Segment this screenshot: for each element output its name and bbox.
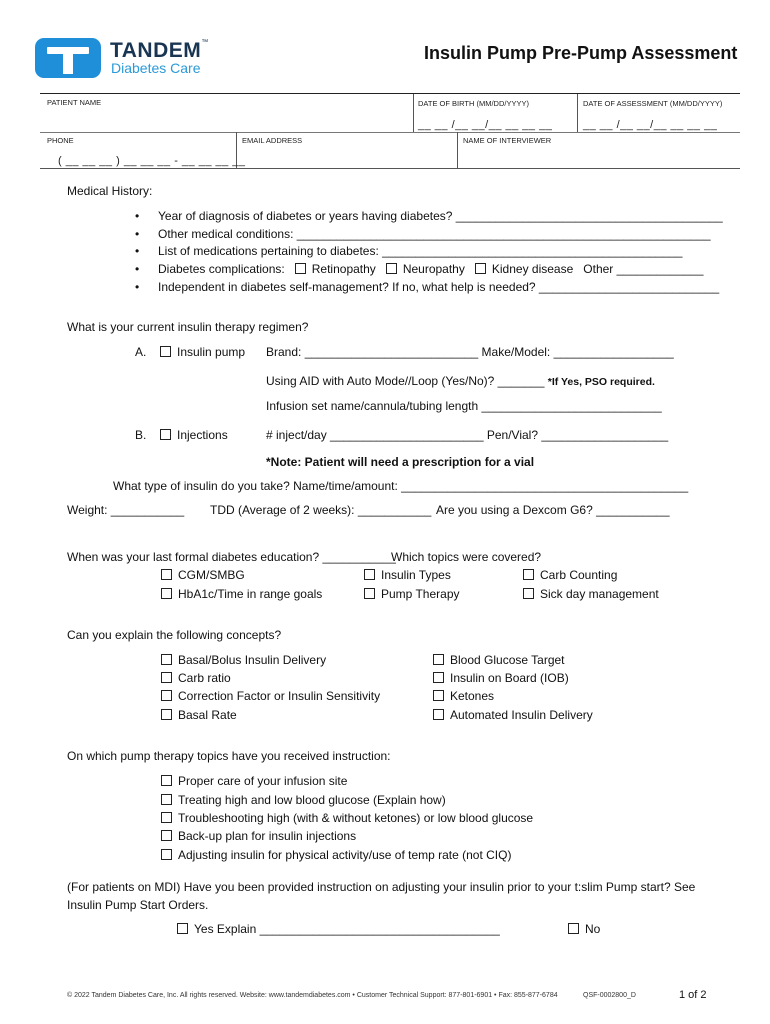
concept-item[interactable]: Insulin on Board (IOB) (433, 671, 569, 685)
phone-label: PHONE (47, 136, 74, 145)
checkbox[interactable] (433, 709, 444, 720)
medical-history-heading: Medical History: (67, 184, 153, 198)
email-label: EMAIL ADDRESS (242, 136, 303, 145)
checkbox[interactable] (161, 849, 172, 860)
bullet: • (135, 209, 140, 223)
education-question[interactable]: When was your last formal diabetes education? ___________ (67, 550, 396, 564)
topic-item[interactable]: Treating high and low blood glucose (Explain how) (161, 793, 446, 807)
dob-label: DATE OF BIRTH (MM/DD/YYYY) (418, 99, 529, 108)
concept-item[interactable]: Correction Factor or Insulin Sensitivity (161, 689, 380, 703)
checkbox[interactable] (161, 672, 172, 683)
pump-topics-heading: On which pump therapy topics have you received instruction: (67, 749, 391, 763)
mh-complications: Diabetes complications: Retinopathy Neuropathy Kidney disease Other _____________ (158, 262, 704, 276)
checkbox[interactable] (161, 654, 172, 665)
dexcom-field[interactable]: Are you using a Dexcom G6? ___________ (436, 503, 670, 517)
retinopathy-checkbox[interactable] (295, 263, 306, 274)
phone-field[interactable]: ( __ __ __ ) __ __ __ - __ __ __ __ (58, 155, 246, 167)
checkbox[interactable] (161, 569, 172, 580)
concept-item[interactable]: Basal/Bolus Insulin Delivery (161, 653, 326, 667)
infusion-set-field[interactable]: Infusion set name/cannula/tubing length ___________________________ (266, 399, 662, 413)
footer-form-code: QSF-0002800_D (583, 992, 636, 999)
insulin-pump-checkbox[interactable] (160, 346, 171, 357)
insulin-types-option[interactable]: Insulin Types (364, 568, 451, 582)
mh-self-management[interactable]: Independent in diabetes self-management? If no, what help is needed? ___________________________ (158, 280, 720, 294)
pump-therapy-option[interactable]: Pump Therapy (364, 587, 460, 601)
pump-brand-field[interactable]: Brand: __________________________ Make/Model: __________________ (266, 345, 674, 359)
checkbox[interactable] (364, 569, 375, 580)
concept-item[interactable]: Ketones (433, 689, 494, 703)
checkbox[interactable] (161, 794, 172, 805)
insulin-type-field[interactable]: What type of insulin do you take? Name/time/amount: ___________________________________________ (113, 479, 689, 493)
cgm-option[interactable]: CGM/SMBG (161, 568, 245, 582)
row-rule (40, 132, 740, 133)
concepts-heading: Can you explain the following concepts? (67, 628, 282, 642)
divider (457, 132, 458, 168)
bullet: • (135, 280, 140, 294)
divider (413, 94, 414, 132)
doa-label: DATE OF ASSESSMENT (MM/DD/YYYY) (583, 99, 723, 108)
checkbox[interactable] (433, 654, 444, 665)
yes-checkbox[interactable] (177, 923, 188, 934)
checkbox[interactable] (523, 588, 534, 599)
topic-item[interactable]: Proper care of your infusion site (161, 774, 347, 788)
patient-name-label: PATIENT NAME (47, 98, 102, 107)
checkbox[interactable] (433, 672, 444, 683)
divider (577, 94, 578, 132)
dob-field[interactable]: __ __ /__ __/__ __ __ __ (418, 119, 553, 131)
mdi-yes-option[interactable]: Yes Explain ____________________________________ (177, 922, 500, 936)
insulin-pump-option[interactable]: Insulin pump (160, 345, 245, 359)
checkbox[interactable] (161, 690, 172, 701)
mh-medications[interactable]: List of medications pertaining to diabetes: _____________________________________________ (158, 244, 683, 258)
concept-item[interactable]: Basal Rate (161, 708, 237, 722)
bullet: • (135, 244, 140, 258)
checkbox[interactable] (523, 569, 534, 580)
vial-note: *Note: Patient will need a prescription for a vial (266, 455, 535, 469)
sick-day-option[interactable]: Sick day management (523, 587, 659, 601)
checkbox[interactable] (161, 588, 172, 599)
table-top-rule (40, 93, 740, 94)
regimen-a-letter: A. (135, 345, 147, 359)
injections-field[interactable]: # inject/day _______________________ Pen/Vial? ___________________ (266, 428, 669, 442)
footer-copyright: © 2022 Tandem Diabetes Care, Inc. All rights reserved. Website: www.tandemdiabetes.com • Customer Technical Support: 877-801-6901 • Fax: 855-877-6784 (67, 992, 558, 999)
checkbox[interactable] (433, 690, 444, 701)
mh-diagnosis-year[interactable]: Year of diagnosis of diabetes or years having diabetes? ________________________________________ (158, 209, 723, 223)
concept-item[interactable]: Automated Insulin Delivery (433, 708, 593, 722)
mdi-question: (For patients on MDI) Have you been provided instruction on adjusting your insulin prior to your t:slim Pump start? See (67, 880, 696, 894)
checkbox[interactable] (161, 775, 172, 786)
weight-field[interactable]: Weight: ___________ (67, 503, 185, 517)
checkbox[interactable] (364, 588, 375, 599)
doa-field[interactable]: __ __ /__ __/__ __ __ __ (583, 119, 718, 131)
concept-item[interactable]: Carb ratio (161, 671, 231, 685)
brand-name: TANDEM™ (110, 39, 209, 62)
mh-other-conditions[interactable]: Other medical conditions: ______________________________________________________________ (158, 227, 711, 241)
mdi-no-option[interactable]: No (568, 922, 600, 936)
injections-checkbox[interactable] (160, 429, 171, 440)
topic-item[interactable]: Troubleshooting high (with & without ketones) or low blood glucose (161, 811, 533, 825)
checkbox[interactable] (161, 709, 172, 720)
page-number: 1 of 2 (679, 989, 707, 1001)
bullet: • (135, 227, 140, 241)
hba1c-option[interactable]: HbA1c/Time in range goals (161, 587, 322, 601)
interviewer-label: NAME OF INTERVIEWER (463, 136, 552, 145)
regimen-b-letter: B. (135, 428, 147, 442)
kidney-disease-checkbox[interactable] (475, 263, 486, 274)
injections-option[interactable]: Injections (160, 428, 228, 442)
checkbox[interactable] (161, 812, 172, 823)
carb-counting-option[interactable]: Carb Counting (523, 568, 617, 582)
topics-question: Which topics were covered? (391, 550, 542, 564)
topic-item[interactable]: Adjusting insulin for physical activity/use of temp rate (not CIQ) (161, 848, 511, 862)
topic-item[interactable]: Back-up plan for insulin injections (161, 829, 356, 843)
checkbox[interactable] (161, 830, 172, 841)
regimen-heading: What is your current insulin therapy regimen? (67, 320, 309, 334)
neuropathy-checkbox[interactable] (386, 263, 397, 274)
tdd-field[interactable]: TDD (Average of 2 weeks): ___________ (210, 503, 432, 517)
page-title: Insulin Pump Pre-Pump Assessment (424, 43, 738, 63)
brand-subtitle: Diabetes Care (111, 60, 201, 76)
concept-item[interactable]: Blood Glucose Target (433, 653, 565, 667)
pso-note: *If Yes, PSO required. (547, 376, 655, 388)
table-bottom-rule (40, 168, 740, 169)
mdi-question-cont: Insulin Pump Start Orders. (67, 898, 209, 912)
bullet: • (135, 262, 140, 276)
other-field[interactable]: Other _____________ (583, 262, 704, 276)
aid-field[interactable]: Using AID with Auto Mode//Loop (Yes/No)? _______ *If Yes, PSO required. (266, 374, 655, 388)
no-checkbox[interactable] (568, 923, 579, 934)
tandem-logo-icon (35, 38, 101, 78)
